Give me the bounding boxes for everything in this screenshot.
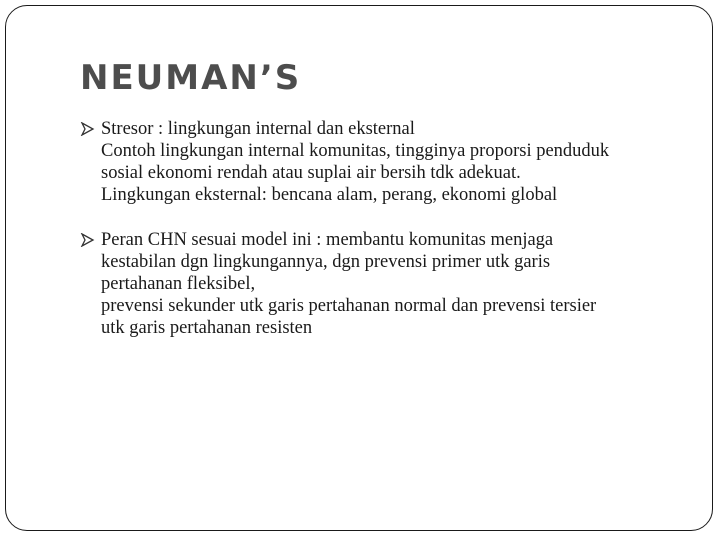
bullet-line: prevensi sekunder utk garis pertahanan normal dan prevensi tersier (101, 296, 597, 316)
bullet-line: utk garis pertahanan resisten (101, 318, 313, 338)
bullet-line: Lingkungan eksternal: bencana alam, perang, ekonomi global (101, 185, 558, 205)
arrow-bullet-icon (80, 233, 95, 247)
slide-title: NEUMAN’S (80, 58, 302, 98)
bullet-item-peran-chn (80, 229, 680, 339)
arrow-bullet-icon (80, 122, 95, 136)
bullet-line: kestabilan dgn lingkungannya, dgn prevensi primer utk garis (101, 252, 551, 272)
bullet-line: sosial ekonomi rendah atau suplai air bersih tdk adekuat. (101, 163, 521, 183)
bullet-line: Stresor : lingkungan internal dan eksternal (101, 119, 415, 139)
bullet-line: Peran CHN sesuai model ini : membantu komunitas menjaga (101, 230, 554, 250)
bullet-line: pertahanan fleksibel, (101, 274, 256, 294)
bullet-line: Contoh lingkungan internal komunitas, tingginya proporsi penduduk (101, 141, 610, 161)
bullet-item-stresor (80, 118, 680, 206)
slide-content (80, 118, 680, 339)
